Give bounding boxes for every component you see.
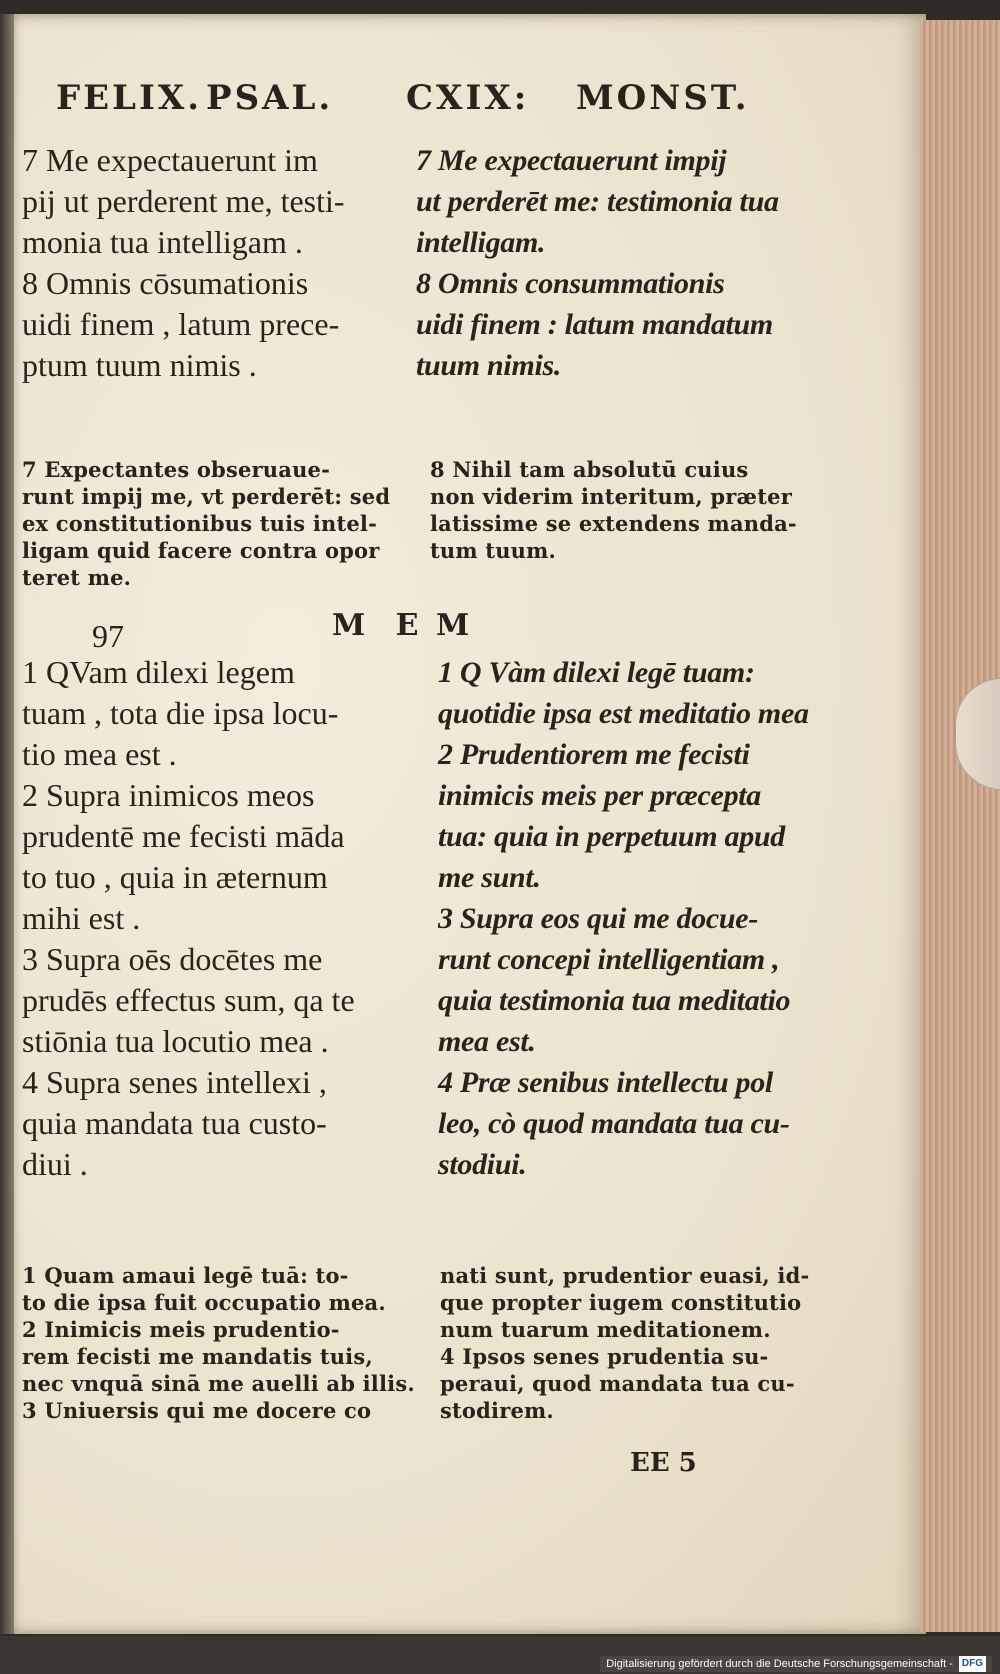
upper-right-column: 7 Me expectauerunt impij ut perderēt me: testimonia tua intelligam. 8 Omnis consummationis uidi finem : latum mandatum tuum nimis. [416, 144, 779, 382]
section-heading-left: M E [332, 608, 429, 643]
header-left2: PSAL. [206, 78, 334, 118]
psalm-section-number: 97 [92, 618, 124, 654]
dfg-logo: DFG [959, 1656, 986, 1672]
lower-right-column: 1 Q Vàm dilexi legē tuam: quotidie ipsa est meditatio mea 2 Prudentiorem me fecisti inimicis meis per præcepta tua: quia in perpetuum apud me sunt. 3 Supra eos qui me docue- runt concepi intelligentiam , quia testimonia tua meditatio mea est. 4 Præ senibus intellectu pol leo, cò quod mandata tua cu- stodiui. [438, 656, 809, 1181]
gloss-lower-left: 1 Quam amaui legē tuā: to- to die ipsa fuit occupatio mea. 2 Inimicis meis prudentio- rem fecisti me mandatis tuis, nec vnquā sinā me auelli ab illis. 3 Uniuersis qui me docere co [22, 1263, 415, 1423]
gloss-upper-right: 8 Nihil tam absolutū cuius non viderim interitum, præter latissime se extendens manda- tum tuum. [430, 457, 797, 563]
header-left: FELIX. [56, 78, 203, 118]
page-edges [920, 20, 1000, 1632]
signature-mark: EE 5 [630, 1448, 697, 1478]
upper-left-column: 7 Me expectauerunt im pij ut perderent me, testi- monia tua intelligam . 8 Omnis cōsumationis uidi finem , latum prece- ptum tuum nimis . [22, 142, 345, 383]
header-center: CXIX: [406, 78, 530, 118]
header-right: MONST. [576, 78, 750, 118]
digitization-credit [600, 1656, 992, 1672]
gloss-lower-right: nati sunt, prudentior euasi, id- que propter iugem constitutio num tuarum meditationem. 4 Ipsos senes prudentia su- peraui, quod mandata tua cu- stodirem. [440, 1263, 810, 1423]
section-heading-right: M [436, 608, 480, 643]
credit-text: Digitalisierung gefördert durch die Deutsche Forschungsgemeinschaft - [606, 1658, 953, 1670]
gloss-upper-left: 7 Expectantes obseruaue- runt impij me, vt perderēt: sed ex constitutionibus tuis intel- ligam quid facere contra opor teret me. [22, 457, 391, 590]
book-spine [0, 14, 14, 1634]
lower-left-column: 1 QVam dilexi legem tuam , tota die ipsa locu- tio mea est . 2 Supra inimicos meos prudentē me fecisti māda to tuo , quia in æternum mihi est . 3 Supra oēs docētes me prudēs effectus sum, qa te stiōnia tua locutio mea . 4 Supra senes intellexi , quia mandata tua custo- diui . [22, 654, 355, 1182]
